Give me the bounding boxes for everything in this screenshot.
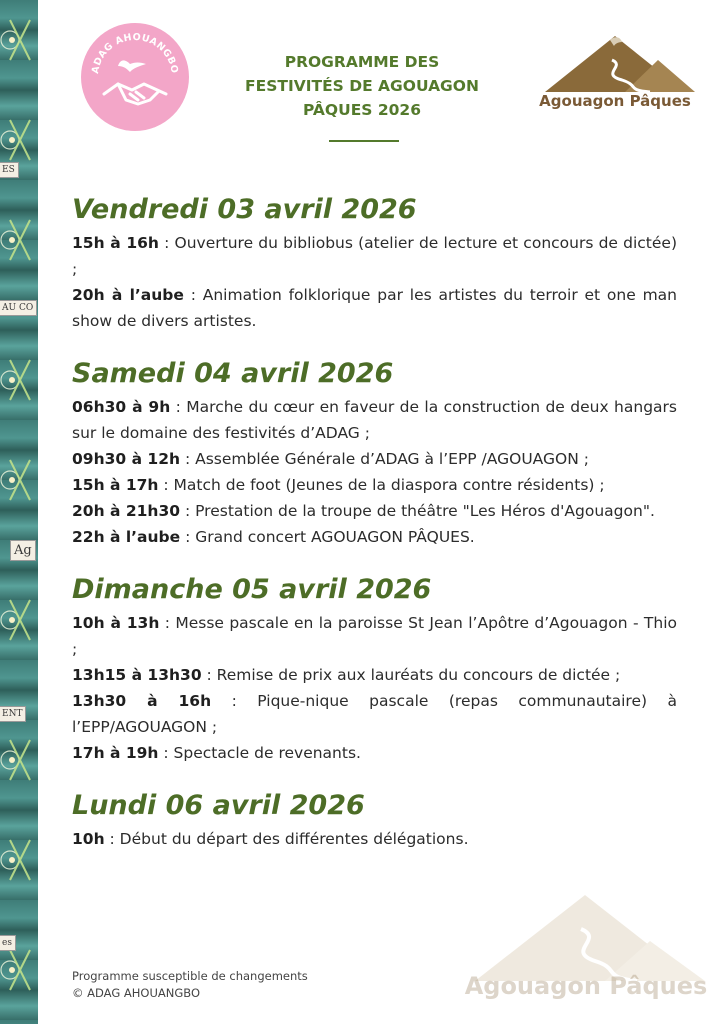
day-section [72,192,677,334]
entry-text: : Assemblée Générale d’ADAG à l’EPP /AGOUAGON ; [180,450,589,468]
strip-fragment-label: Ag [10,540,36,561]
schedule-entry [72,662,677,688]
entry-time: 13h15 à 13h30 [72,666,202,684]
entry-text: : Animation folklorique par les artistes du terroir et one man show de divers artistes. [72,286,677,330]
entry-time: 15h à 17h [72,476,159,494]
day-section [72,356,677,550]
program-content [72,192,677,874]
entry-text: : Pique-nique pascale (repas communautaire) à l’EPP/AGOUAGON ; [72,692,677,736]
title-divider [329,140,399,142]
day-heading: Dimanche 05 avril 2026 [72,574,432,605]
schedule-entry [72,230,677,282]
entry-text: : Marche du cœur en faveur de la construction de deux hangars sur le domaine des festivités d’ADAG ; [72,398,677,442]
title-line: PROGRAMME DES [284,53,440,71]
entry-text: : Messe pascale en la paroisse St Jean l’Apôtre d’Agouagon - Thio ; [72,614,677,658]
schedule-entry [72,740,677,766]
entry-text: : Grand concert AGOUAGON PÂQUES. [180,528,475,546]
entry-text: : Spectacle de revenants. [158,744,361,762]
day-heading: Lundi 06 avril 2026 [72,790,365,821]
entry-time: 15h à 16h [72,234,159,252]
adag-logo [80,22,190,132]
entry-time: 10h [72,830,105,848]
footer-disclaimer: Programme susceptible de changements [72,969,308,983]
page-title [220,50,504,122]
entry-text: : Match de foot (Jeunes de la diaspora contre résidents) ; [158,476,605,494]
entry-time: 10h à 13h [72,614,160,632]
schedule-entry [72,446,677,472]
strip-fragment-label: ES [0,162,19,178]
entry-time: 06h30 à 9h [72,398,171,416]
footer-copyright: © ADAG AHOUANGBO [72,986,201,1000]
logo-caption: Agouagon Pâques [539,92,691,110]
schedule-entry [72,472,677,498]
mountain-watermark-icon [455,885,717,985]
title-line: PÂQUES 2026 [303,101,421,119]
logo-arc-text: ADAG AHOUANGBO [90,31,180,75]
schedule-entry [72,610,677,662]
entry-time: 22h à l’aube [72,528,181,546]
schedule-entry [72,524,677,550]
day-heading: Vendredi 03 avril 2026 [72,194,417,225]
day-heading: Samedi 04 avril 2026 [72,358,394,389]
schedule-entry [72,394,677,446]
schedule-entry [72,282,677,334]
entry-text: : Ouverture du bibliobus (atelier de lecture et concours de dictée) ; [72,234,678,278]
entry-time: 09h30 à 12h [72,450,181,468]
footer-note [72,968,308,1002]
title-line: FESTIVITÉS DE AGOUAGON [245,77,479,95]
day-section [72,572,677,766]
entry-text: : Prestation de la troupe de théâtre "Les Héros d'Agouagon". [180,502,655,520]
entry-time: 20h à 21h30 [72,502,181,520]
schedule-entry [72,498,677,524]
schedule-entry [72,826,677,852]
day-section [72,788,677,852]
entry-time: 13h30 à 16h [72,692,212,710]
entry-text: : Début du départ des différentes délégations. [104,830,469,848]
watermark-text: Agouagon Pâques [464,972,708,1000]
decorative-fabric-strip [0,0,38,1024]
schedule-entry [72,688,677,740]
strip-fragment-label: ENT [0,706,26,722]
mountain-icon [530,30,700,96]
entry-time: 20h à l’aube [72,286,184,304]
entry-text: : Remise de prix aux lauréats du concours de dictée ; [201,666,621,684]
fabric-pattern-icon [0,0,38,1024]
strip-fragment-label: es [0,935,16,951]
entry-time: 17h à 19h [72,744,159,762]
strip-fragment-label: AU CO [0,300,37,316]
